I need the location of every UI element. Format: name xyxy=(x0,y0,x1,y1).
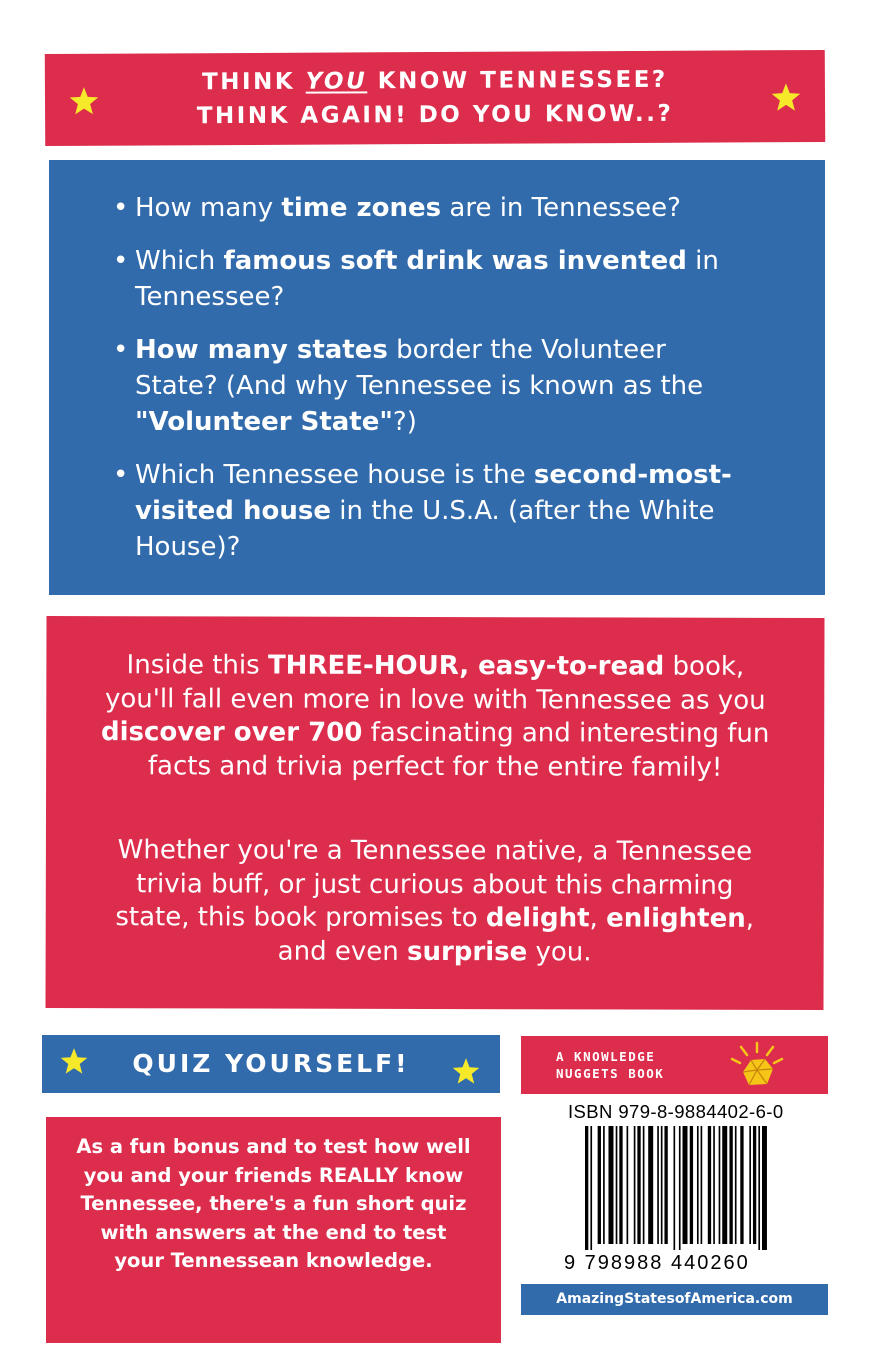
barcode-bar xyxy=(762,1126,767,1250)
barcode-bar xyxy=(585,1126,588,1250)
barcode-bar xyxy=(690,1126,693,1244)
title-line-2: THINK AGAIN! DO YOU KNOW..? xyxy=(196,100,674,130)
barcode-bar xyxy=(729,1126,732,1244)
isbn-label: ISBN 979-8-9884402-6-0 xyxy=(568,1101,784,1122)
barcode-bar xyxy=(590,1126,592,1250)
barcode-bar xyxy=(697,1126,699,1244)
barcode-bar xyxy=(637,1126,640,1244)
barcode-bar xyxy=(598,1126,601,1244)
barcode-bar xyxy=(673,1126,675,1250)
barcode-bar xyxy=(719,1126,721,1244)
quiz-banner xyxy=(42,1035,500,1093)
barcode-bar xyxy=(713,1126,715,1244)
question-item: • How many time zones are in Tennessee? xyxy=(113,190,753,226)
barcode-bar xyxy=(627,1126,629,1244)
barcode-bar xyxy=(661,1126,663,1244)
questions-list xyxy=(113,190,753,582)
barcode-bar xyxy=(616,1126,618,1244)
barcode-bar xyxy=(619,1126,622,1244)
barcode-bar xyxy=(740,1126,743,1244)
barcode xyxy=(585,1126,771,1250)
barcode-bar xyxy=(758,1126,760,1250)
quiz-panel xyxy=(46,1117,501,1343)
barcode-bar xyxy=(657,1126,659,1244)
barcode-bar xyxy=(708,1126,711,1244)
description-paragraph: Inside this THREE-HOUR, easy-to-read book, you'll fall even more in love with Tennessee as you discover over 700 fascinating and interesting fun facts and trivia perfect for the entire family! xyxy=(100,650,770,783)
questions-panel xyxy=(49,160,825,595)
barcode-bar xyxy=(603,1126,605,1244)
barcode-bar xyxy=(753,1126,756,1244)
gold-nugget-icon xyxy=(729,1040,785,1090)
brand-label: A KNOWLEDGE NUGGETS BOOK xyxy=(556,1049,665,1081)
barcode-number: 9 798988 440260 xyxy=(564,1252,750,1274)
description-panel xyxy=(45,616,824,1010)
question-item: • How many states border the Volunteer State? (And why Tennessee is known as the "Volunteer State"?) xyxy=(113,332,753,440)
title-line-1: THINK YOU KNOW TENNESSEE? xyxy=(202,66,668,96)
barcode-bar xyxy=(608,1126,613,1244)
quiz-text: As a fun bonus and to test how well you and your friends REALLY know Tennessee, there's a fun short quiz with answers at the end to test your Tennessean knowledge. xyxy=(76,1135,471,1272)
barcode-bar xyxy=(679,1126,681,1250)
barcode-bar xyxy=(735,1126,737,1244)
website-banner xyxy=(521,1284,828,1315)
barcode-bar xyxy=(648,1126,653,1244)
barcode-bar xyxy=(749,1126,751,1244)
brand-banner xyxy=(521,1036,828,1094)
question-item: • Which Tennessee house is the second-most-visited house in the U.S.A. (after the White House)? xyxy=(113,457,753,565)
barcode-bar xyxy=(634,1126,636,1244)
barcode-bar xyxy=(701,1126,703,1244)
title-banner xyxy=(45,50,825,146)
question-item: • Which famous soft drink was invented in Tennessee? xyxy=(113,243,753,315)
barcode-bar xyxy=(722,1126,727,1244)
website-link: AmazingStatesofAmerica.com xyxy=(556,1291,793,1307)
quiz-title: QUIZ YOURSELF! xyxy=(132,1049,410,1078)
description-paragraph: Whether you're a Tennessee native, a Tennessee trivia buff, or just curious about this charming state, this book promises to delight, enlighten, and even surprise you. xyxy=(115,835,755,967)
barcode-bar xyxy=(643,1126,645,1244)
barcode-bar xyxy=(683,1126,688,1244)
barcode-bar xyxy=(664,1126,667,1244)
